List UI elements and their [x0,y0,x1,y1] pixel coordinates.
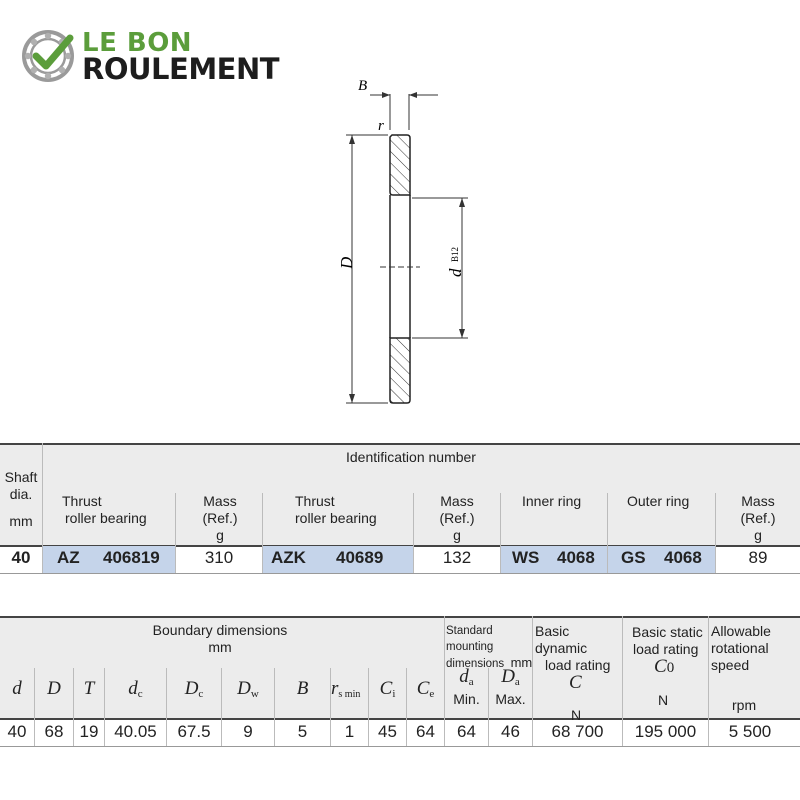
sym-da [445,668,488,708]
boundary-unit: mm [208,639,232,655]
outer-ring-header: Outer ring [627,493,690,509]
azk-prefix: AZK [271,548,306,567]
washer-cross-section-drawing [320,70,480,410]
azk-number: 40689 [336,548,384,567]
ws-number: 4068 [557,548,595,567]
identification-table [0,443,800,573]
mass2-unit: g [453,527,461,543]
value-static-load: 195 000 [634,722,697,741]
sym-rs-sub: s min [338,689,361,700]
sym-dc-main: d [128,678,138,699]
mounting-dimensions-header [446,623,532,672]
dyn-line1: Basic dynamic [535,623,588,656]
identification-number-header: Identification number [346,449,476,465]
mass-header-1 [190,493,250,544]
sym-Dc [167,680,221,703]
value-D: 68 [44,722,64,741]
basic-static-header [632,624,710,709]
mass3-line1: Mass [741,493,775,509]
sym-Da [489,668,532,708]
stat-symbol-sub: 0 [666,660,675,676]
speed-unit: rpm [732,697,757,713]
az-part-number [43,546,175,573]
value-Ce: 64 [416,722,435,741]
sym-da-sub: a [468,676,474,688]
mass1-line2: (Ref.) [202,510,238,526]
sym-dc [105,680,166,703]
stat-line1: Basic static [632,624,703,640]
sym-da-note: Min. [453,691,480,707]
mass2-line2: (Ref.) [439,510,475,526]
az-number: 406819 [103,548,160,567]
stat-symbol: C [654,656,667,677]
dyn-symbol: C [569,672,582,693]
mass1-line1: Mass [203,493,237,509]
mass1-unit: g [216,527,224,543]
mass-header-3 [726,493,790,544]
mounting-unit: mm [510,655,533,670]
dyn-unit: N [571,707,582,723]
ws-part-number [501,546,607,573]
sym-Dc-sub: c [198,688,204,700]
mass3-line2: (Ref.) [740,510,776,526]
shaft-dia-value: 40 [11,548,31,567]
value-da-min: 64 [457,722,476,741]
dyn-line2: load rating [545,657,611,673]
dim-label-r: r [378,118,384,134]
bearing-check-icon [22,28,78,84]
sym-B: B [296,678,309,699]
value-rs-min: 1 [344,722,355,741]
boundary-line1: Boundary dimensions [152,622,288,638]
sym-Ci-sub: i [392,688,396,700]
sym-Dw-main: D [237,678,251,699]
dim-label-b: B [358,78,368,94]
value-Da-max: 46 [501,722,520,741]
allowable-speed-header [711,623,799,714]
sym-Da-main: D [501,666,515,687]
brand-logo [22,28,302,86]
dimensions-table [0,616,800,746]
speed-line2: rotational [711,640,769,656]
thrust2-line1: Thrust [295,493,335,509]
mounting-line1: Standard mounting [446,625,494,653]
sym-Ce [407,680,444,703]
sym-Ce-main: C [416,678,430,699]
thrust-bearing-header-1 [62,493,147,527]
value-Ci: 45 [378,722,397,741]
stat-unit: N [658,692,669,708]
mass3-unit: g [754,527,762,543]
value-dynamic-load: 68 700 [551,722,604,741]
value-Dw: 9 [243,722,253,741]
sym-Da-sub: a [514,676,520,688]
shaft-header-line1: Shaft [4,469,38,485]
sym-D: D [47,678,61,699]
basic-dynamic-header [535,623,623,724]
sym-d: d [12,678,22,699]
thrust2-line2: roller bearing [295,510,377,526]
sym-dc-sub: c [137,688,143,700]
dim-label-d-inner: d [446,268,465,277]
gs-number: 4068 [664,548,702,567]
inner-ring-header: Inner ring [522,493,582,509]
value-Dc: 67.5 [177,722,211,741]
value-d: 40 [7,722,27,741]
azk-part-number [263,546,413,573]
speed-line1: Allowable [711,623,771,639]
az-prefix: AZ [57,548,80,567]
gs-prefix: GS [621,548,646,567]
boundary-dimensions-header [100,622,340,656]
sym-Dw-sub: w [250,688,259,700]
shaft-header-unit: mm [9,513,33,529]
value-T: 19 [79,722,99,741]
sym-rs [331,680,369,703]
value-speed: 5 500 [728,722,772,741]
mounting-line2: dimensions [446,658,505,670]
dim-label-d-tolerance: B12 [450,246,460,262]
speed-line3: speed [711,657,750,673]
sym-Dw [222,680,274,703]
thrust1-line1: Thrust [62,493,102,509]
sym-Dc-main: D [184,678,199,699]
stat-line2: load rating [633,641,699,657]
sym-rs-main: r [331,678,339,699]
sym-Ce-sub: e [429,688,435,700]
thrust1-line2: roller bearing [65,510,147,526]
value-B: 5 [297,722,308,741]
brand-line1: LE BON [82,28,193,58]
sym-Da-note: Max. [495,691,526,707]
brand-line2: ROULEMENT [82,52,280,86]
ws-prefix: WS [512,548,540,567]
sym-Ci-main: C [379,678,393,699]
gs-part-number [608,546,715,573]
mass-value-1: 310 [204,548,234,567]
mass-value-3: 89 [748,548,768,567]
mass2-line1: Mass [440,493,474,509]
mass-header-2 [426,493,488,544]
value-dc: 40.05 [114,722,157,741]
thrust-bearing-header-2 [295,493,377,527]
sym-da-main: d [459,666,469,687]
sym-T: T [83,678,95,699]
dim-label-d-outer: D [337,256,356,269]
shaft-dia-header [0,469,42,530]
mass-value-2: 132 [442,548,472,567]
sym-Ci [369,680,406,703]
shaft-header-line2: dia. [9,486,33,502]
